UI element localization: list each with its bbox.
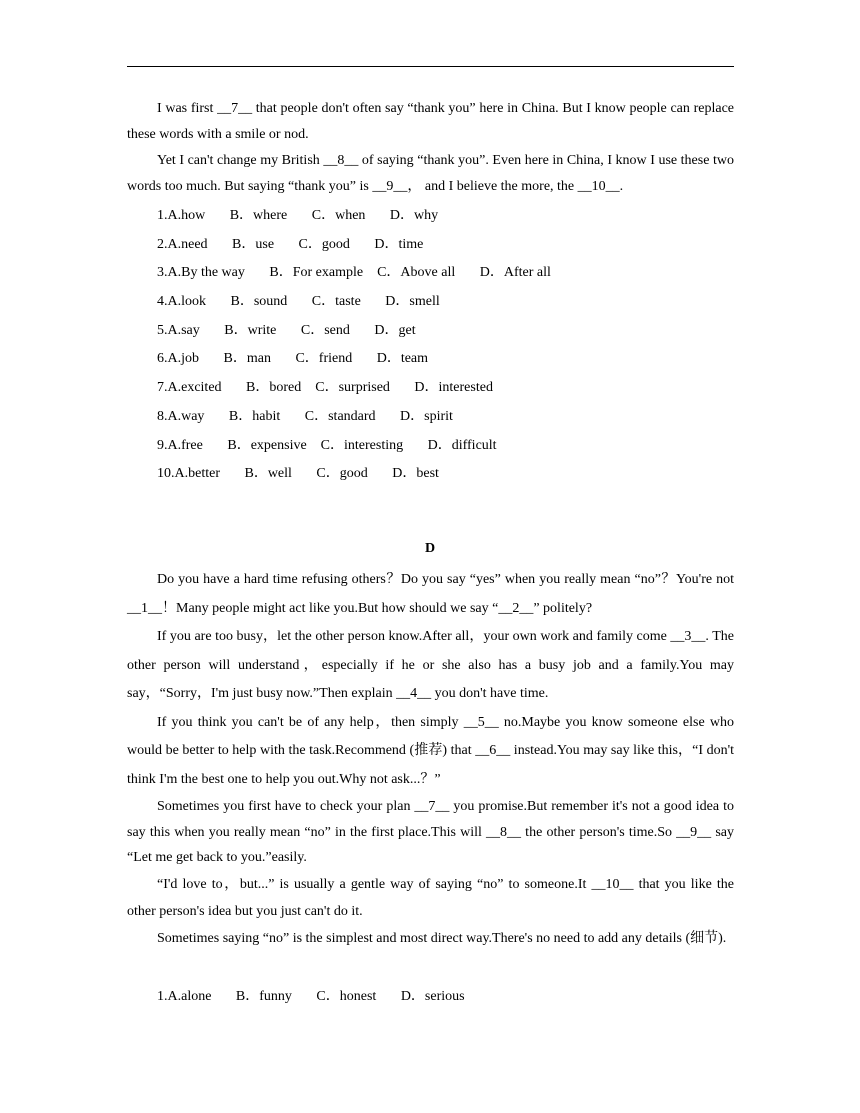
option-row: 7.A.excited B．bored C．surprised D．interested	[157, 380, 493, 396]
passage-paragraph: Sometimes you first have to check your plan __7__ you promise.But remember it's not a good idea to say this when you really mean “no” in the first place.This will __8__ the other person's time.So __9__ say “Let me get back to you.”easily.	[127, 799, 734, 865]
header-rule	[127, 66, 734, 67]
passage-paragraph: If you are too busy，let the other person know.After all，your own work and family come __3__. The other person will understand，especially if he or she also has a busy job and a family.You may say，“Sorry，I'm just busy now.”Then explain __4__ you don't have time.	[127, 629, 734, 701]
option-row: 9.A.free B．expensive C．interesting D．difficult	[157, 437, 497, 453]
passage-c-options	[157, 202, 734, 489]
passage-d-text	[127, 566, 734, 952]
option-row: 4.A.look B．sound C．taste D．smell	[157, 294, 440, 310]
passage-d-options	[157, 983, 734, 1012]
option-row: 3.A.By the way B．For example C．Above all D．After all	[157, 265, 551, 281]
passage-paragraph: Sometimes saying “no” is the simplest and most direct way.There's no need to add any details (细节).	[157, 930, 727, 946]
option-row: 1.A.alone B．funny C．honest D．serious	[157, 989, 465, 1004]
option-row: 1.A.how B．where C．when D．why	[157, 208, 439, 223]
passage-c-text	[127, 96, 734, 200]
option-row: 6.A.job B．man C．friend D．team	[157, 351, 429, 367]
passage-paragraph: Yet I can't change my British __8__ of saying “thank you”. Even here in China, I know I use these two words too much. But saying “thank you” is __9__， and I believe the more, the __10__.	[127, 153, 734, 194]
option-row: 10.A.better B．well C．good D．best	[157, 466, 439, 482]
option-row: 5.A.say B．write C．send D．get	[157, 322, 416, 338]
passage-paragraph: If you think you can't be of any help，then simply __5__ no.Maybe you know someone else who would be better to help with the task.Recommend (推荐) that __6__ instead.You may say like this，“I don't think I'm the best one to help you out.Why not ask...？”	[127, 714, 734, 787]
passage-paragraph: “I'd love to，but...” is usually a gentle way of saying “no” to someone.It __10__ that you like the other person's idea but you just can't do it.	[127, 876, 734, 919]
passage-paragraph: Do you have a hard time refusing others？Do you say “yes” when you really mean “no”？You're not __1__！Many people might act like you.But how should we say “__2__” politely?	[127, 572, 734, 616]
option-row: 8.A.way B．habit C．standard D．spirit	[157, 408, 453, 424]
option-row: 2.A.need B．use C．good D．time	[157, 236, 424, 252]
passage-paragraph: I was first __7__ that people don't often say “thank you” here in China. But I know people can replace these words with a smile or nod.	[127, 101, 734, 142]
section-heading: D	[424, 541, 436, 556]
